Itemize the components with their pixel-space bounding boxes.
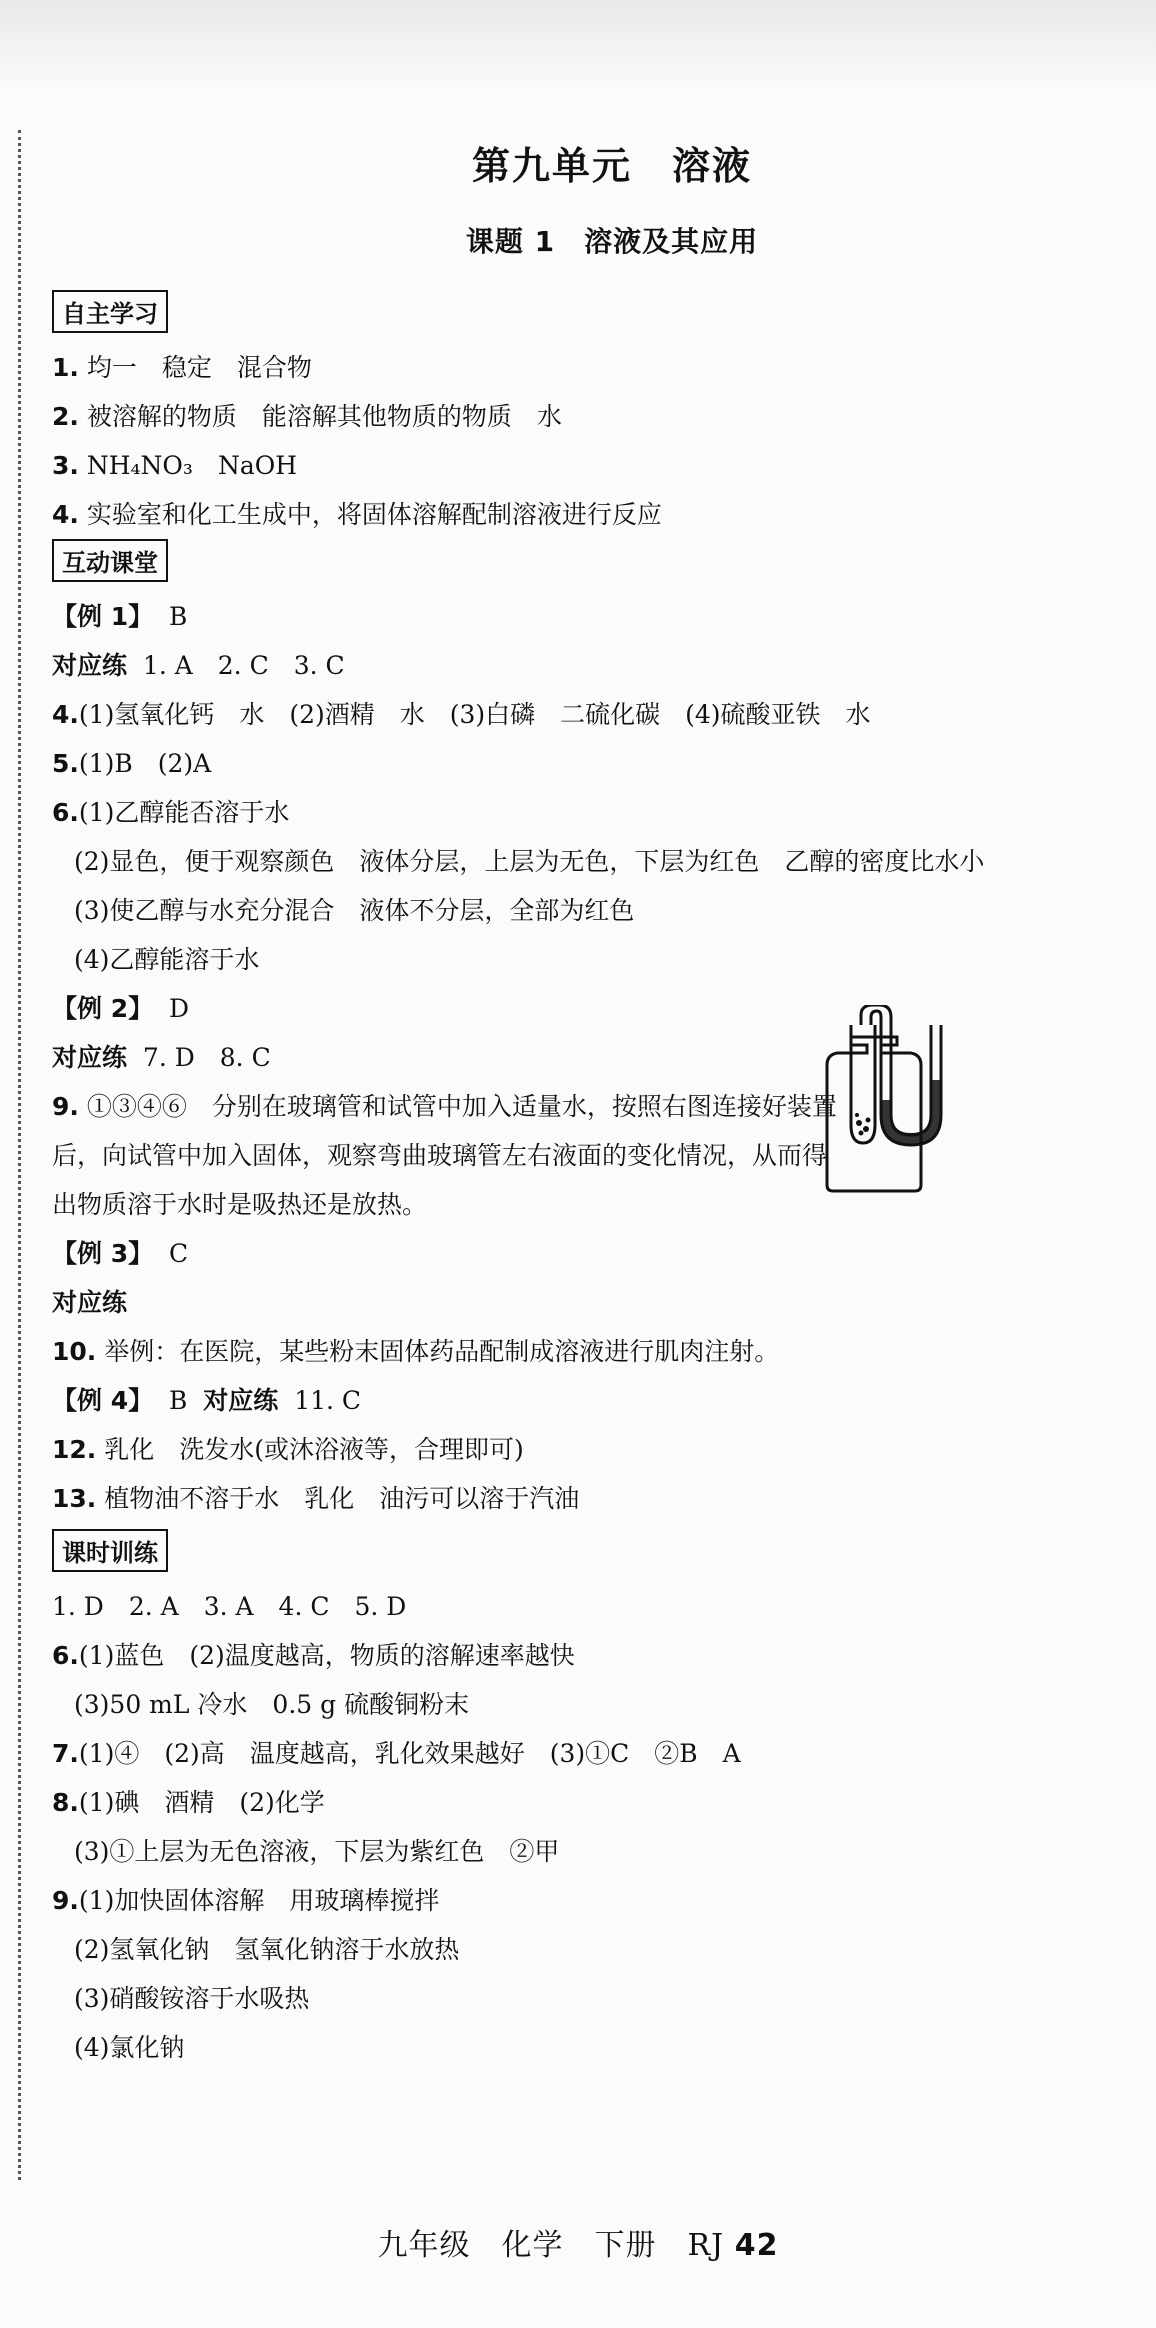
- example-line: 【例 4】 B 对应练 11. C: [52, 1386, 362, 1415]
- lesson-title: 课题 1 溶液及其应用: [465, 225, 759, 258]
- answer-line: 10. 举例：在医院，某些粉末固体药品配制成溶液进行肌肉注射。: [52, 1337, 780, 1366]
- page-number: 42: [734, 2228, 779, 2263]
- solid-particles: [855, 1113, 871, 1136]
- answer-subline: (2)氢氧化钠 氢氧化钠溶于水放热: [74, 1935, 460, 1964]
- footer-text: 九年级 化学 下册 RJ: [377, 2228, 725, 2263]
- answer-subline: (3)50 mL 冷水 0.5 g 硫酸铜粉末: [74, 1690, 470, 1719]
- answer-line: 8.(1)碘 酒精 (2)化学: [52, 1788, 325, 1817]
- answer-line: 9. ①③④⑥ 分别在玻璃管和试管中加入适量水，按照右图连接好装置后，向试管中加入固体，观察弯曲玻璃管左右液面的变化情况，从而得出物质溶于水时是吸热还是放热。: [52, 1092, 837, 1219]
- page-footer: [0, 2220, 1156, 2264]
- answer-line: 6.(1)乙醇能否溶于水: [52, 798, 290, 827]
- answer-line: 2. 被溶解的物质 能溶解其他物质的物质 水: [52, 402, 562, 431]
- answer-line: 6.(1)蓝色 (2)温度越高，物质的溶解速率越快: [52, 1641, 575, 1670]
- page-top-shade: [0, 0, 1156, 95]
- answer-line: 12. 乳化 洗发水(或沐浴液等，合理即可): [52, 1435, 524, 1464]
- answer-line: 1. D 2. A 3. A 4. C 5. D: [52, 1592, 407, 1621]
- example-line: 【例 2】 D: [52, 994, 190, 1023]
- drill-line: 对应练 1. A 2. C 3. C: [52, 651, 345, 680]
- answer-line: 1. 均一 稳定 混合物: [52, 353, 312, 382]
- section-training: 课时训练: [52, 1529, 168, 1572]
- example-line: 【例 1】 B: [52, 602, 188, 631]
- apparatus-diagram: [815, 1005, 955, 1195]
- section-interactive: 互动课堂: [52, 539, 168, 582]
- answer-line: 4. 实验室和化工生成中，将固体溶解配制溶液进行反应: [52, 500, 662, 529]
- answer-line: 3. NH₄NO₃ NaOH: [52, 451, 298, 480]
- answer-subline: (3)①上层为无色溶液，下层为紫红色 ②甲: [74, 1837, 560, 1866]
- answer-line: 5.(1)B (2)A: [52, 749, 212, 778]
- answer-line: 9.(1)加快固体溶解 用玻璃棒搅拌: [52, 1886, 440, 1915]
- answer-subline: (3)使乙醇与水充分混合 液体不分层，全部为红色: [74, 896, 635, 925]
- answer-line: 7.(1)④ (2)高 温度越高，乳化效果越好 (3)①C ②B A: [52, 1739, 741, 1768]
- binding-dotted-line: [18, 130, 21, 2180]
- answer-subline: (4)氯化钠: [74, 2033, 185, 2062]
- unit-title: 第九单元 溶液: [471, 143, 752, 188]
- section-self-study: 自主学习: [52, 290, 168, 333]
- drill-line: 对应练: [52, 1288, 128, 1317]
- answer-subline: (2)显色，便于观察颜色 液体分层，上层为无色，下层为红色 乙醇的密度比水小: [74, 847, 985, 876]
- answer-line: 13. 植物油不溶于水 乳化 油污可以溶于汽油: [52, 1484, 580, 1513]
- test-tube: [851, 1025, 875, 1143]
- answer-subline: (4)乙醇能溶于水: [74, 945, 260, 974]
- example-line: 【例 3】 C: [52, 1239, 189, 1268]
- answer-subline: (3)硝酸铵溶于水吸热: [74, 1984, 310, 2013]
- answer-line: 4.(1)氢氧化钙 水 (2)酒精 水 (3)白磷 二硫化碳 (4)硫酸亚铁 水: [52, 700, 871, 729]
- drill-line: 对应练 7. D 8. C: [52, 1043, 271, 1072]
